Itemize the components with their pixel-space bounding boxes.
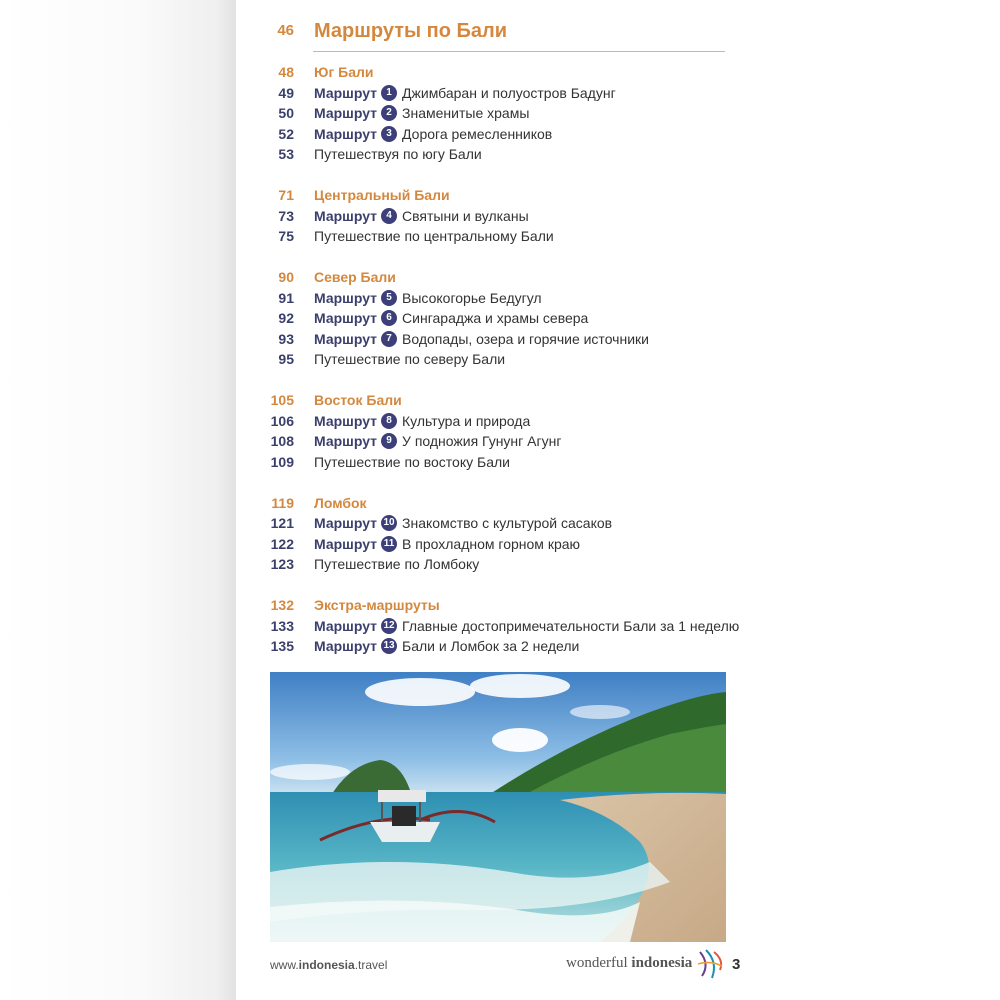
entry-page: 93 <box>278 330 294 347</box>
entry-page: 109 <box>270 453 294 470</box>
section-page: 132 <box>270 597 294 613</box>
entry-title: Путешествие по Ломбоку <box>314 556 480 572</box>
entry-page: 50 <box>278 105 294 121</box>
entry-page: 53 <box>278 146 294 162</box>
entry-title: Знакомство с культурой сасаков <box>402 515 613 531</box>
route-label: Маршрут <box>314 535 378 552</box>
section-heading <box>236 267 756 287</box>
entry-title: Святыни и вулканы <box>402 207 529 224</box>
entry-text-group <box>314 308 588 328</box>
route-number-badge: 2 <box>381 105 397 121</box>
route-number-badge: 6 <box>381 310 397 326</box>
entry-page: 121 <box>270 515 294 531</box>
entry-title: Путешествие по центральному Бали <box>314 228 554 244</box>
route-label: Маршрут <box>314 289 378 306</box>
entry-page: 122 <box>270 535 294 552</box>
entry-page: 133 <box>270 617 294 634</box>
section-page: 71 <box>278 187 294 203</box>
entry-page: 52 <box>278 125 294 142</box>
beach-photo <box>270 672 726 942</box>
entry-text-group <box>314 349 505 369</box>
route-number-badge: 3 <box>381 126 397 142</box>
entry-title: Сингараджа и храмы севера <box>402 310 589 326</box>
entry-page: 106 <box>270 412 294 429</box>
entry-page: 75 <box>278 228 294 244</box>
entry-page: 49 <box>278 84 294 101</box>
route-label: Маршрут <box>314 412 378 429</box>
toc-entry <box>236 554 756 574</box>
beach-photo-image <box>270 672 726 942</box>
toc-entry <box>236 308 756 328</box>
toc-entry <box>236 616 756 636</box>
route-number-badge: 8 <box>381 413 397 429</box>
route-label: Маршрут <box>314 638 378 654</box>
toc-entry <box>236 83 756 103</box>
toc-title-page: 46 <box>277 22 294 39</box>
section-title: Ломбок <box>314 494 367 511</box>
route-label: Маршрут <box>314 125 378 142</box>
route-label: Маршрут <box>314 515 378 531</box>
section-heading <box>236 595 756 615</box>
entry-title: Джимбаран и полуостров Бадунг <box>402 84 616 101</box>
footer-website <box>270 958 387 972</box>
entry-text-group <box>314 513 612 533</box>
entry-page: 108 <box>270 433 294 449</box>
route-label: Маршрут <box>314 207 378 224</box>
entry-title: Высокогорье Бедугул <box>402 289 542 306</box>
route-label: Маршрут <box>314 105 378 121</box>
title-rule <box>313 51 725 52</box>
route-label: Маршрут <box>314 330 378 347</box>
section-title: Юг Бали <box>314 64 374 80</box>
entry-title: Путешествие по северу Бали <box>314 351 506 367</box>
section-heading <box>236 62 756 82</box>
route-label: Маршрут <box>314 310 378 326</box>
toc-entry <box>236 411 756 431</box>
toc-entry <box>236 431 756 451</box>
entry-text-group <box>314 534 580 554</box>
section-page: 119 <box>271 494 294 511</box>
entry-text-group <box>314 431 561 451</box>
toc-entry <box>236 513 756 533</box>
toc-entry <box>236 226 756 246</box>
route-number-badge: 7 <box>381 331 397 347</box>
entry-page: 95 <box>278 351 294 367</box>
route-label: Маршрут <box>314 617 378 634</box>
toc-entry <box>236 144 756 164</box>
footer-brand <box>566 955 692 972</box>
entry-text-group <box>314 329 649 349</box>
route-label: Маршрут <box>314 84 378 101</box>
route-label: Маршрут <box>314 433 378 449</box>
entry-title: Водопады, озера и горячие источники <box>402 330 649 347</box>
entry-page: 92 <box>278 310 294 326</box>
entry-page: 91 <box>278 289 294 306</box>
entry-title: Бали и Ломбок за 2 недели <box>402 638 580 654</box>
entry-title: Путешествие по востоку Бали <box>314 453 510 470</box>
route-number-badge: 13 <box>381 638 397 654</box>
website-prefix: www. <box>270 958 299 972</box>
toc-entry <box>236 206 756 226</box>
toc-title-row <box>236 16 756 46</box>
toc-entry <box>236 329 756 349</box>
toc-entry <box>236 124 756 144</box>
entry-text-group <box>314 83 616 103</box>
entry-text-group <box>314 144 482 164</box>
entry-page: 73 <box>278 207 294 224</box>
entry-page: 123 <box>270 556 294 572</box>
toc-entry <box>236 103 756 123</box>
entry-text-group <box>314 554 479 574</box>
entry-title: Культура и природа <box>402 412 531 429</box>
section-title: Центральный Бали <box>314 187 450 203</box>
entry-text-group <box>314 124 552 144</box>
section-page: 48 <box>278 64 294 80</box>
entry-text-group <box>314 452 510 472</box>
toc-entry <box>236 636 756 656</box>
route-number-badge: 4 <box>381 208 397 224</box>
entry-title: Путешествуя по югу Бали <box>314 146 482 162</box>
entry-text-group <box>314 206 529 226</box>
section-page: 90 <box>278 269 294 285</box>
section-heading <box>236 185 756 205</box>
toc-entry <box>236 452 756 472</box>
brand-word: wonderful <box>566 955 628 971</box>
route-number-badge: 5 <box>381 290 397 306</box>
section-heading <box>236 390 756 410</box>
website-suffix: .travel <box>354 958 388 972</box>
section-title: Экстра-маршруты <box>314 597 440 613</box>
entry-text-group <box>314 616 739 636</box>
entry-title: Знаменитые храмы <box>402 105 530 121</box>
section-heading <box>236 493 756 513</box>
brand-name: indonesia <box>631 955 693 971</box>
entry-page: 135 <box>270 638 294 654</box>
entry-text-group <box>314 226 554 246</box>
entry-title: У подножия Гунунг Агунг <box>402 433 562 449</box>
entry-text-group <box>314 288 542 308</box>
toc-entry <box>236 534 756 554</box>
brand-logo-icon <box>694 946 728 982</box>
entry-title: Главные достопримечательности Бали за 1 неделю <box>402 617 740 634</box>
section-title: Север Бали <box>314 269 396 285</box>
entry-text-group <box>314 636 579 656</box>
toc-entry <box>236 288 756 308</box>
toc-title: Маршруты по Бали <box>314 20 508 42</box>
page-number: 3 <box>732 956 741 973</box>
route-number-badge: 1 <box>381 85 397 101</box>
route-number-badge: 9 <box>381 433 397 449</box>
website-brand: indonesia <box>298 958 355 972</box>
entry-text-group <box>314 103 529 123</box>
entry-title: В прохладном горном краю <box>402 535 581 552</box>
entry-text-group <box>314 411 530 431</box>
route-number-badge: 10 <box>381 515 397 531</box>
route-number-badge: 11 <box>381 536 397 552</box>
section-title: Восток Бали <box>314 392 402 408</box>
book-gutter <box>0 0 236 1000</box>
route-number-badge: 12 <box>381 618 397 634</box>
section-page: 105 <box>270 392 294 408</box>
entry-title: Дорога ремесленников <box>402 125 553 142</box>
toc-entry <box>236 349 756 369</box>
